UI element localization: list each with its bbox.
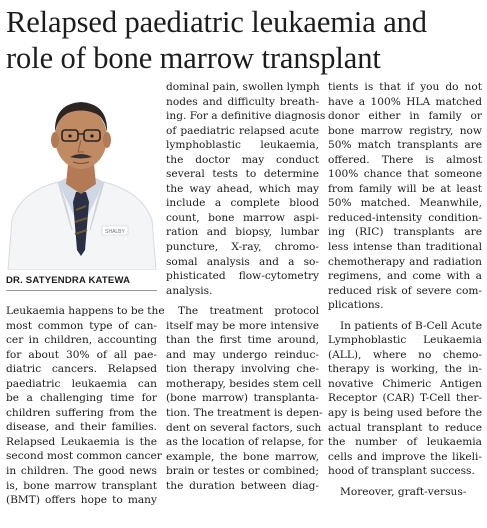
text-line: somal analysis and a so-	[166, 255, 319, 268]
text-line: tion. The treatment is depen-	[166, 407, 323, 420]
text-line: be a challenging time for	[6, 392, 157, 405]
text-line: have a 100% HLA matched	[328, 95, 482, 108]
text-line: Receptor (CAR) T-Cell ther-	[328, 392, 482, 405]
text-line: of paediatric relapsed acute	[166, 124, 319, 137]
text-line: Leukaemia happens to be the	[6, 305, 165, 317]
text-line: regimens, and come with a	[328, 270, 482, 283]
text-line: novative Chimeric Antigen	[328, 377, 482, 390]
text-line: in children. The good news	[6, 465, 157, 478]
text-line: paediatric leukaemia can	[6, 377, 157, 390]
text-line: cer in children, accounting	[6, 334, 157, 347]
text-line: reduced risk of severe com-	[328, 284, 482, 297]
author-portrait-illustration	[6, 80, 157, 270]
text-line: the duration between diag-	[166, 479, 319, 492]
caption-divider	[6, 290, 157, 291]
text-line: analysis.	[166, 284, 213, 297]
text-line: Relapsed Leukaemia is the	[6, 435, 157, 448]
text-line: the doctor may conduct	[166, 153, 319, 166]
text-line: therapy is working, the in-	[328, 363, 482, 376]
coat-badge: SHALBY	[105, 229, 125, 235]
text-line: is, bone marrow transplant	[6, 479, 157, 492]
text-line: the way ahead, which may	[166, 182, 319, 195]
text-line: offered. There is almost	[328, 153, 482, 166]
text-line: include a complete blood	[166, 197, 319, 210]
text-line: (ALL), where no chemo-	[328, 348, 482, 361]
text-line: tion therapy involving che-	[166, 363, 319, 376]
text-line: several tests to determine	[166, 168, 319, 181]
text-line: nodes and difficulty breath-	[166, 95, 319, 108]
text-line: 100% chance that someone	[328, 168, 482, 181]
text-line: cells and improve the likeli-	[328, 450, 482, 463]
author-photo	[6, 80, 157, 270]
text-line: plications.	[328, 299, 384, 312]
text-line: (bone marrow) transplanta-	[166, 392, 319, 405]
text-line: motherapy, besides stem cell	[166, 377, 322, 390]
text-line: the number of leukaemia	[328, 436, 482, 449]
text-line: chemotherapy and radiation	[328, 255, 482, 268]
text-line: ration and biopsy, lumbar	[166, 226, 319, 239]
text-line: ing. For a definitive diagnosis	[166, 110, 326, 123]
author-byline: DR. SATYENDRA KATEWA	[6, 275, 131, 286]
column-3	[328, 80, 482, 499]
text-line: and may undergo reinduc-	[166, 348, 319, 361]
text-line: apy is being used before the	[328, 407, 482, 420]
text-line: children suffering from the	[6, 406, 157, 419]
text-line: for about 30% of all pae-	[6, 348, 157, 361]
text-line: Lymphoblastic Leukaemia	[328, 334, 482, 347]
column-2	[166, 80, 326, 493]
text-line: phisticated flow-cytometry	[166, 270, 319, 283]
text-line: hood of transplant success.	[328, 465, 475, 478]
text-line: second most common cancer	[6, 450, 162, 463]
text-line: dent on several factors, such	[166, 421, 322, 434]
headline-line-1: Relapsed paediatric leukaemia and	[6, 5, 427, 39]
text-line: donor either in family or	[328, 110, 482, 123]
text-line: bone marrow registry, now	[328, 124, 482, 137]
text-line: ing (RIC) transplants are	[328, 226, 482, 239]
text-line: dominal pain, swollen lymph	[166, 81, 320, 93]
text-line: 50% matched. Meanwhile,	[328, 197, 482, 210]
text-line: reduced-intensity condition-	[328, 211, 482, 224]
text-line: than the first time around,	[166, 334, 319, 347]
text-line: The treatment protocol	[178, 305, 319, 318]
text-line: count, bone marrow aspi-	[166, 211, 319, 224]
text-line: most common type of can-	[6, 319, 157, 332]
text-line: example, the bone marrow,	[166, 450, 319, 463]
text-line: tients is that if you do not	[328, 81, 482, 93]
text-line: puncture, X-ray, chromo-	[166, 241, 319, 254]
text-line: from family will be at least	[328, 182, 482, 195]
text-line: actual transplant to reduce	[328, 421, 482, 434]
text-line: diatric cancers. Relapsed	[6, 363, 157, 376]
text-line: less intense than traditional	[328, 241, 482, 254]
headline	[6, 4, 482, 76]
text-line: brain or testes or combined;	[166, 465, 319, 478]
text-line: In patients of B-Cell Acute	[340, 319, 482, 332]
text-line: itself may be more intensive	[166, 319, 319, 332]
column-1	[6, 304, 165, 508]
text-line: (BMT) offers hope to many	[6, 494, 157, 507]
headline-line-2: role of bone marrow transplant	[6, 41, 381, 75]
text-line: Moreover, graft-versus-	[340, 485, 467, 498]
text-line: as the location of relapse, for	[166, 436, 324, 449]
text-line: 50% match transplants are	[328, 139, 482, 152]
text-line: lymphoblastic leukaemia,	[166, 139, 319, 152]
text-line: disease, and their families.	[6, 421, 157, 434]
